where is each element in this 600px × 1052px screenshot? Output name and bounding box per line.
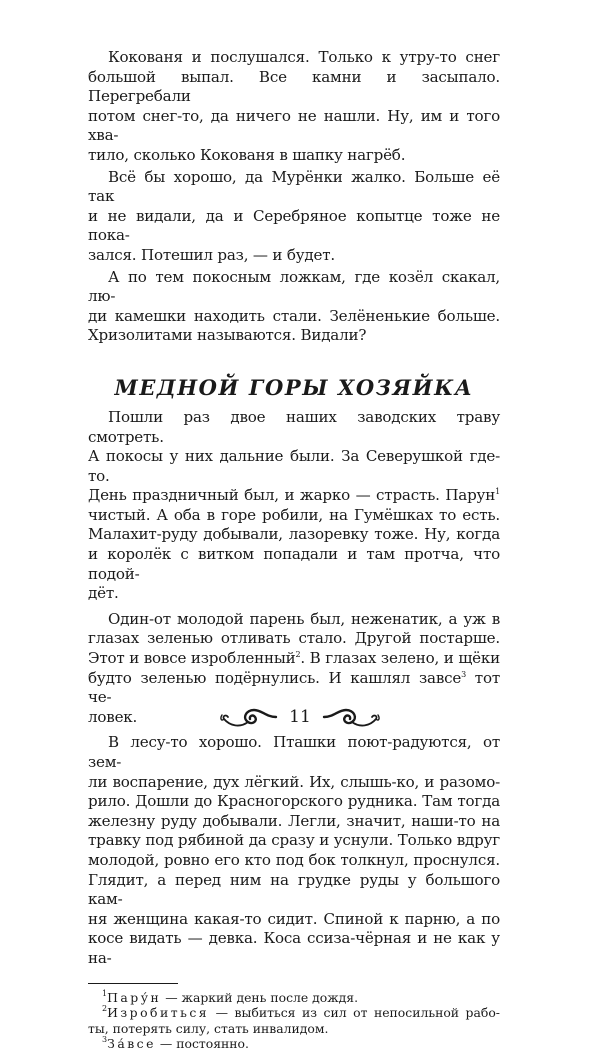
chapter-title: МЕДНОЙ ГОРЫ ХОЗЯЙКА: [114, 374, 474, 400]
text-line: $^2$Изробиться — выбиться из сил от непосильной рабо-: [102, 1004, 500, 1021]
paragraph: [88, 733, 500, 968]
text-line: будто зеленью подёрнулись. И кашлял завсе$^3$ тот че-: [88, 668, 500, 707]
text-line: А по тем покосным ложкам, где козёл скакал, лю-: [88, 267, 500, 306]
page-number-ornament: [0, 704, 600, 740]
text-line: тило, сколько Кокованя в шапку нагрёб.: [88, 145, 406, 164]
text-line: Малахит-руду добывали, лазоревку тоже. Ну, когда: [88, 525, 500, 544]
text-line: рило. Дошли до Красногорского рудника. Там тогда: [88, 792, 500, 811]
text-line: дёт.: [88, 584, 119, 603]
text-line: и королёк с витком попадали и там протча, что подой-: [88, 545, 500, 583]
text-line: и не видали, да и Серебряное копытце тоже не пока-: [88, 206, 500, 245]
paragraph: [88, 168, 500, 266]
text-line: ня женщина какая-то сидит. Спиной к парню, а по: [88, 909, 500, 928]
footnote-ref: 1: [495, 487, 500, 497]
text-line: В лесу-то хорошо. Пташки поют-радуются, от зем-: [88, 733, 500, 771]
text-line: Один-от молодой парень был, неженатик, а уж в: [108, 609, 500, 628]
footnote-term: За́все: [107, 1036, 156, 1052]
footnote-term: Изробиться: [107, 1005, 210, 1021]
footnote: [88, 1005, 500, 1036]
paragraph: [88, 408, 500, 604]
text-line: Глядит, а перед ним на грудке руды у большого кам-: [88, 870, 500, 909]
text-line: косе видать — девка. Коса ссиза-чёрная и не как у на-: [88, 929, 500, 967]
text-line: ди камешки находить стали. Зелёненькие больше.: [88, 306, 500, 325]
text-line: травку под рябиной да сразу и уснули. Только вдруг: [88, 831, 500, 850]
footnote: $^1$Пару́н — жаркий день после дождя.: [102, 988, 359, 1005]
footnote-divider: [88, 983, 178, 984]
footnote-ref: 3: [461, 669, 466, 679]
page-number: 11: [289, 707, 311, 727]
text-line: Всё бы хорошо, да Мурёнки жалко. Больше её так: [88, 167, 500, 206]
text-line: А покосы у них дальние были. За Северушкой где-то.: [88, 447, 500, 485]
text-line: Этот и вовсе изробленный$^2$. В глазах зелено, и щёки: [88, 649, 500, 668]
text-line: большой выпал. Все камни и засыпало. Перегребали: [88, 67, 500, 106]
text-line: ли воспарение, дух лёгкий. Их, слышь-ко, и разомо-: [88, 772, 500, 791]
text-line: потом снег-то, да ничего не нашли. Ну, им и того хва-: [88, 106, 500, 145]
footnote-text: — жаркий день после дождя.: [161, 989, 359, 1005]
footnote-text: — постоянно.: [155, 1036, 249, 1052]
left-flourish-icon: [218, 704, 278, 730]
right-flourish-icon: [322, 704, 382, 730]
text-line: железну руду добывали. Легли, значит, наши-то на: [88, 811, 500, 830]
page-body: [88, 48, 500, 1052]
text-line: ловек.: [88, 707, 138, 726]
paragraph: [88, 268, 500, 346]
text-line: Кокованя и послушался. Только к утру-то снег: [108, 48, 500, 66]
footnote-text: — выбиться из сил от непосильной рабо-: [209, 1005, 500, 1021]
footnote: $^3$За́все — постоянно.: [102, 1035, 249, 1052]
text-line: зался. Потешил раз, — и будет.: [88, 245, 335, 264]
text-line: молодой, ровно его кто под бок толкнул, проснулся.: [88, 850, 500, 869]
footnote-ref: 2: [295, 650, 301, 660]
text-line: глазах зеленью отливать стало. Другой постарше.: [88, 629, 500, 648]
paragraph: [88, 48, 500, 166]
text-line: День праздничный был, и жарко — страсть. Парун$^1$: [88, 486, 500, 505]
text-line: ты, потерять силу, стать инвалидом.: [88, 1020, 329, 1036]
footnote-term: Пару́н: [107, 989, 162, 1005]
text-line: чистый. А оба в горе робили, на Гумёшках то есть.: [88, 505, 500, 524]
text-line: Хризолитами называются. Видали?: [88, 326, 367, 345]
text-line: Пошли раз двое наших заводских траву смотреть.: [88, 407, 500, 446]
